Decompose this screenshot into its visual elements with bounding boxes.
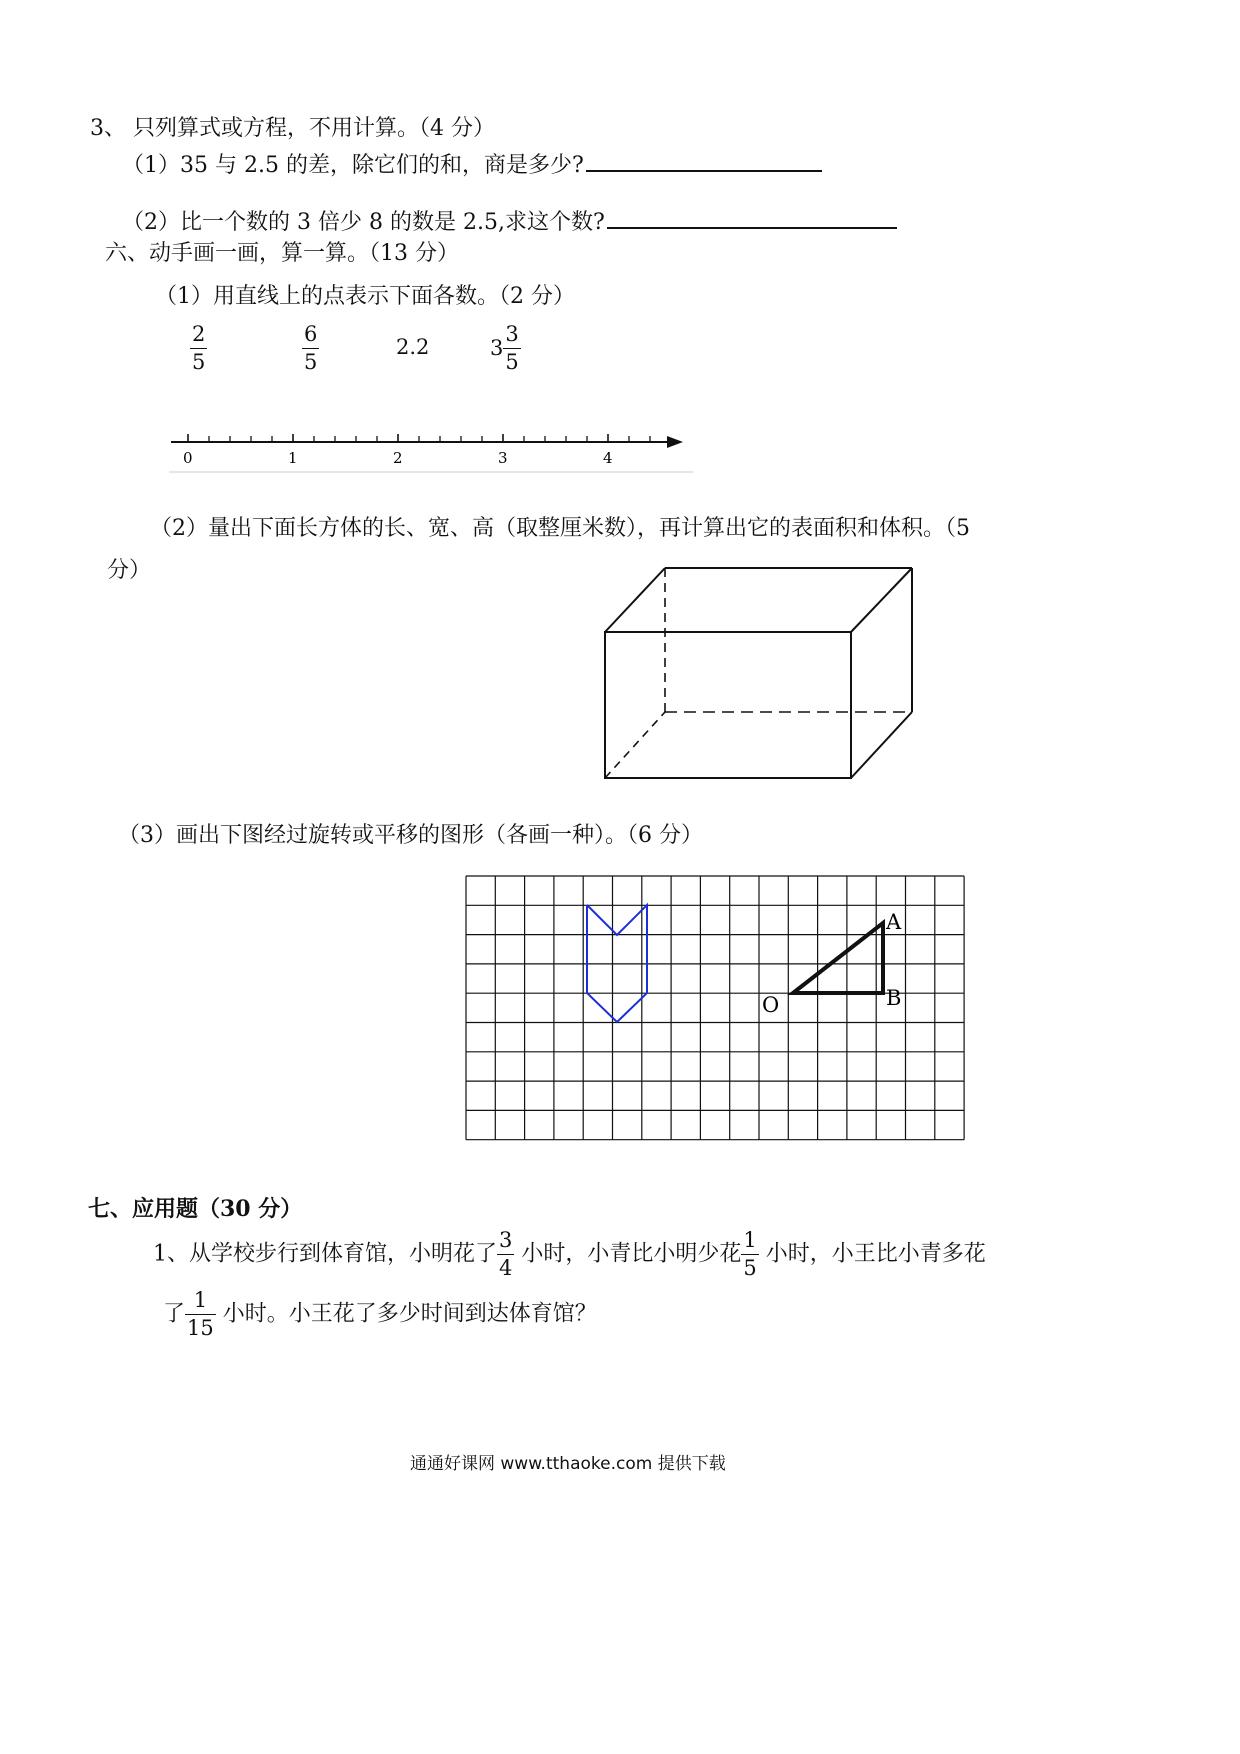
- section7-q1-line2: 了 $\frac{1}{15}$ 小时。小王花了多少时间到达体育馆？: [163, 1288, 597, 1340]
- cuboid-figure: [600, 562, 930, 802]
- fraction: $\frac{1}{15}$: [187, 1288, 214, 1340]
- fraction: $\frac{3}{4}$: [499, 1228, 513, 1280]
- number-item-2: [302, 324, 319, 373]
- number-line[interactable]: [165, 425, 705, 475]
- number-line-ticks: [188, 434, 650, 442]
- q3-sub1-text: （1）35 与 2.5 的差，除它们的和，商是多少?: [122, 153, 584, 178]
- page-footer: 通通好课网 www.tthaoke.com 提供下载: [410, 1454, 726, 1474]
- fraction: $\frac{1}{5}$: [743, 1228, 757, 1280]
- section7-title: 七、应用题（30 分）: [88, 1196, 303, 1222]
- section6-p1-label: （1）用直线上的点表示下面各数。（2 分）: [155, 284, 575, 309]
- section7-q1-line1: 1、从学校步行到体育馆，小明花了 $\frac{3}{4}$ 小时，小青比小明少花 $\frac{1}{5}$ 小时，小王比小青多花: [153, 1228, 986, 1280]
- fraction: $\frac{2}{5}$: [192, 322, 206, 374]
- section6-title: 六、动手画一画，算一算。（13 分）: [105, 241, 459, 266]
- tick-label: 3: [498, 449, 508, 467]
- q3-sub2-text: （2）比一个数的 3 倍少 8 的数是 2.5,求这个数?: [122, 210, 605, 235]
- tick-label: 1: [288, 449, 298, 467]
- tick-label: 2: [393, 449, 403, 467]
- answer-blank-2[interactable]: [607, 205, 897, 229]
- fraction: $\frac{6}{5}$: [304, 322, 318, 374]
- q3-sub1: [122, 148, 822, 177]
- number-item-1: [190, 324, 207, 373]
- triangle-oab: [793, 923, 883, 993]
- grid-figure[interactable]: [463, 873, 983, 1153]
- tick-label: 0: [183, 449, 193, 467]
- point-label-a: A: [886, 910, 902, 934]
- q3-title: 3、 只列算式或方程，不用计算。（4 分）: [90, 116, 495, 141]
- number-line-labels: [183, 449, 613, 467]
- number-item-3: 2.2: [396, 335, 430, 359]
- answer-blank-1[interactable]: [586, 148, 822, 172]
- number-item-4: 3 $\frac{3}{5}$: [490, 322, 519, 374]
- tick-label: 4: [603, 449, 613, 467]
- section6-p3-label: （3）画出下图经过旋转或平移的图形（各画一种）。（6 分）: [118, 823, 703, 848]
- section6-p2-label: （2）量出下面长方体的长、宽、高（取整厘米数），再计算出它的表面积和体积。（5: [150, 516, 970, 541]
- point-label-o: O: [762, 993, 780, 1017]
- q3-sub2: [122, 205, 897, 234]
- section6-p2-label-cont: 分）: [107, 558, 152, 583]
- fraction: $\frac{3}{5}$: [505, 322, 519, 374]
- point-label-b: B: [886, 986, 902, 1010]
